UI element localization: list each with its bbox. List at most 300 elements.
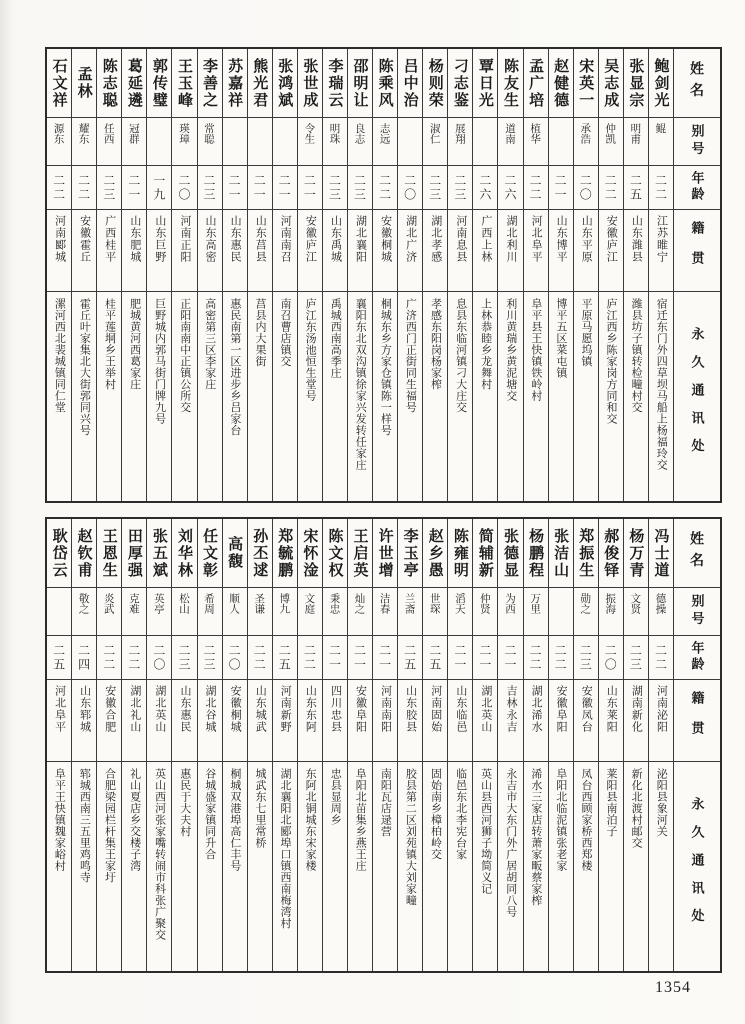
entry-native-place: 河南息县 [448, 210, 472, 292]
entry-age: 二一 [549, 166, 573, 210]
entry-age: 二三 [624, 636, 648, 680]
entry-age: 二五 [423, 636, 447, 680]
entry-alias: 世琛 [423, 588, 447, 636]
entry-native-place: 山东城武 [248, 680, 272, 762]
entry-column [624, 519, 649, 971]
entry-column [147, 519, 172, 971]
entry-native-place: 安徽庐江 [298, 210, 322, 292]
entry-alias: 文庭 [298, 588, 322, 636]
entry-name: 李善之 [198, 49, 222, 118]
entry-name: 李玉亭 [398, 519, 422, 588]
entry-age: 二五 [47, 636, 71, 680]
entry-name: 熊光君 [248, 49, 272, 118]
entry-address: 胶县第二区刘苑镇大刘家疃 [404, 768, 417, 906]
entry-name: 石文祥 [47, 49, 71, 118]
entry-native-place: 山东惠民 [172, 680, 196, 762]
header-native-place: 籍贯 [674, 210, 720, 292]
entry-alias: 博九 [273, 588, 297, 636]
entry-alias: 植华 [524, 118, 548, 166]
page-number: 1354 [655, 979, 691, 996]
entry-address: 郓城西南三五里鸡鸣寺 [78, 768, 91, 883]
entry-name: 张洁山 [549, 519, 573, 588]
entry-age: 二二 [248, 636, 272, 680]
entry-native-place: 湖北襄阳 [348, 210, 372, 292]
entry-address: 阜阳北临泥镇张老家 [554, 768, 567, 872]
entry-native-place: 湖北利川 [498, 210, 522, 292]
entry-name: 苏嘉祥 [223, 49, 247, 118]
entry-age: 二三 [448, 166, 472, 210]
entry-name: 赵健德 [549, 49, 573, 118]
entry-name: 邵明让 [348, 49, 372, 118]
entry-alias: 万里 [524, 588, 548, 636]
entry-address: 漯河西北裴城镇同仁堂 [53, 298, 66, 413]
entry-native-place: 河南固始 [423, 680, 447, 762]
entry-column [448, 519, 473, 971]
entry-name: 杨万青 [624, 519, 648, 588]
entry-column [373, 49, 398, 501]
entry-name: 陈雍明 [448, 519, 472, 588]
entry-column [348, 49, 373, 501]
entry-name: 王启英 [348, 519, 372, 588]
entry-native-place: 广西桂平 [97, 210, 121, 292]
entry-native-place: 安徽合肥 [97, 680, 121, 762]
header-alias: 别号 [674, 588, 720, 636]
entry-native-place: 河南南召 [273, 210, 297, 292]
entry-column [524, 49, 549, 501]
entry-alias: 克难 [122, 588, 146, 636]
entry-address: 正阳南南中正镇公所交 [178, 298, 191, 413]
entry-column [198, 519, 223, 971]
entry-column [423, 49, 448, 501]
entry-name: 张显宗 [624, 49, 648, 118]
entry-native-place: 安徽庐江 [599, 210, 623, 292]
entry-age: 二〇 [147, 636, 171, 680]
entry-address: 忠县显周乡 [329, 768, 342, 826]
header-address: 永久通讯处 [689, 796, 705, 937]
entry-alias: 为西 [498, 588, 522, 636]
entry-native-place: 湖北广济 [398, 210, 422, 292]
entry-address: 上林恭睦乡龙舞村 [479, 298, 492, 390]
entry-native-place: 湖北浠水 [524, 680, 548, 762]
entry-native-place: 山东潍县 [624, 210, 648, 292]
entry-native-place: 河南郾城 [47, 210, 71, 292]
entry-native-place: 安徽桐城 [373, 210, 397, 292]
entry-native-place: 安徽桐城 [223, 680, 247, 762]
entry-column [574, 519, 599, 971]
entry-age: 二三 [198, 636, 222, 680]
entry-alias: 兰斋 [398, 588, 422, 636]
entry-address: 广济西门正街同生福号 [404, 298, 417, 413]
entry-alias: 灿之 [348, 588, 372, 636]
entry-name: 杨鹏程 [524, 519, 548, 588]
entry-alias: 耀东 [72, 118, 96, 166]
entry-name: 许世增 [373, 519, 397, 588]
entry-native-place: 河南新野 [273, 680, 297, 762]
entry-address: 礼山夏店乡交楼子湾 [128, 768, 141, 872]
entry-name: 张德显 [498, 519, 522, 588]
header-name: 姓名 [674, 519, 720, 588]
entry-name: 陈友生 [498, 49, 522, 118]
entry-age: 二一 [298, 166, 322, 210]
entry-address: 巨野城内郭马街门牌九号 [153, 298, 166, 425]
entry-address: 谷城盛家镇同升合 [203, 768, 216, 860]
entry-address: 禹城西南高季庄 [329, 298, 342, 379]
entry-address: 阜平县王快镇铁岭村 [529, 298, 542, 402]
entry-column [574, 49, 599, 501]
entry-age: 二四 [72, 636, 96, 680]
entry-address: 固始南乡樟柏岭交 [429, 768, 442, 860]
entry-native-place: 山东东阿 [298, 680, 322, 762]
entry-age: 二一 [122, 166, 146, 210]
entry-address: 高密第三区李家庄 [203, 298, 216, 390]
entry-column [248, 519, 273, 971]
entry-column [524, 519, 549, 971]
entry-name: 郭传璧 [147, 49, 171, 118]
entry-address: 息县东临河镇刁大庄交 [454, 298, 467, 413]
entry-native-place: 湖北英山 [473, 680, 497, 762]
entry-address: 桐城东乡方家仓镇陈一样号 [379, 298, 392, 436]
entry-address: 湖北襄阳北郾埠口镇西南梅湾村 [279, 768, 292, 929]
entry-alias: 英亭 [147, 588, 171, 636]
entry-column [423, 519, 448, 971]
entry-address: 南召曹店镇交 [279, 298, 292, 367]
entry-native-place: 山东胶县 [398, 680, 422, 762]
entry-native-place: 吉林永吉 [498, 680, 522, 762]
entry-alias: 任西 [97, 118, 121, 166]
entry-age: 一九 [147, 166, 171, 210]
entry-alias [47, 588, 71, 636]
entry-name: 鲍剑光 [649, 49, 673, 118]
entry-name: 孙丕逑 [248, 519, 272, 588]
entry-native-place: 河北阜平 [524, 210, 548, 292]
header-address: 永久通讯处 [689, 326, 705, 467]
entry-alias: 顺人 [223, 588, 247, 636]
entry-name: 刁志鉴 [448, 49, 472, 118]
entry-name: 郑毓鹏 [273, 519, 297, 588]
entry-column [398, 519, 423, 971]
entry-age: 二五 [398, 636, 422, 680]
entry-address: 霍丘叶家集北大街郭同兴号 [78, 298, 91, 436]
entry-name: 刘华林 [172, 519, 196, 588]
entry-alias: 良志 [348, 118, 372, 166]
entry-alias: 冠群 [122, 118, 146, 166]
entry-address: 永吉市大东门外广居胡同八号 [504, 768, 517, 918]
entry-native-place: 山东平原 [574, 210, 598, 292]
entry-column [147, 49, 172, 501]
entry-age: 二三 [323, 166, 347, 210]
entry-column [498, 519, 523, 971]
entry-age: 二三 [97, 166, 121, 210]
entry-age: 二〇 [599, 636, 623, 680]
entry-alias: 道南 [498, 118, 522, 166]
entry-native-place: 山东莱阳 [599, 680, 623, 762]
entry-alias: 志远 [373, 118, 397, 166]
entry-alias: 明甫 [624, 118, 648, 166]
entry-alias [549, 588, 573, 636]
entry-native-place: 安徽霍丘 [72, 210, 96, 292]
entry-age: 二二 [524, 636, 548, 680]
header-name: 姓名 [674, 49, 720, 118]
entry-column [97, 49, 122, 501]
entry-name: 李瑞云 [323, 49, 347, 118]
entry-address: 桐城双港埠高仁丰号 [228, 768, 241, 872]
entry-address: 襄阳东北双沟镇徐家兴发转任家庄 [354, 298, 367, 471]
entry-address: 阜平王快镇魏家峪村 [53, 768, 66, 872]
entry-native-place: 山东博平 [549, 210, 573, 292]
entry-column [223, 519, 248, 971]
entry-column [649, 49, 674, 501]
entry-column [398, 49, 423, 501]
entry-column [549, 49, 574, 501]
entry-alias: 明珠 [323, 118, 347, 166]
entry-age: 二三 [348, 166, 372, 210]
entry-alias: 瑛璋 [172, 118, 196, 166]
entry-age: 二一 [323, 636, 347, 680]
entry-alias [549, 118, 573, 166]
header-alias: 别号 [674, 118, 720, 166]
top-header-column [674, 49, 720, 501]
entry-name: 孟林 [72, 49, 96, 118]
entry-age: 二二 [599, 166, 623, 210]
bottom-header-column [674, 519, 720, 971]
entry-age: 二〇 [398, 166, 422, 210]
entry-column [97, 519, 122, 971]
entry-name: 宋怀淦 [298, 519, 322, 588]
entry-age: 二六 [473, 166, 497, 210]
entry-name: 张世成 [298, 49, 322, 118]
entry-native-place: 山东肥城 [122, 210, 146, 292]
entry-age: 二三 [172, 636, 196, 680]
entry-alias [223, 118, 247, 166]
entry-alias [398, 118, 422, 166]
entry-name: 王恩生 [97, 519, 121, 588]
entry-alias: 敬之 [72, 588, 96, 636]
entry-alias: 秉忠 [323, 588, 347, 636]
entry-name: 简辅新 [473, 519, 497, 588]
entry-native-place: 安徽阜阳 [348, 680, 372, 762]
header-native-place: 籍贯 [674, 680, 720, 762]
entry-name: 吴志成 [599, 49, 623, 118]
entry-alias [248, 118, 272, 166]
entry-age: 二二 [524, 166, 548, 210]
entry-native-place: 江苏睢宁 [649, 210, 673, 292]
entry-column [448, 49, 473, 501]
entry-column [323, 49, 348, 501]
entry-alias: 希周 [198, 588, 222, 636]
entry-address: 城武东七里常桥 [253, 768, 266, 849]
entry-age: 二一 [498, 636, 522, 680]
entry-name: 冯士道 [649, 519, 673, 588]
entry-alias [473, 118, 497, 166]
entry-age: 二一 [223, 166, 247, 210]
entry-name: 陈文权 [323, 519, 347, 588]
entry-alias: 仲凯 [599, 118, 623, 166]
entry-name: 孟广培 [524, 49, 548, 118]
entry-age: 二二 [97, 636, 121, 680]
entry-column [198, 49, 223, 501]
entry-name: 张鸿斌 [273, 49, 297, 118]
entry-age: 二〇 [574, 166, 598, 210]
entry-address: 宿迁东门外四草坝马船上杨福玲交 [655, 298, 668, 471]
entry-age: 二二 [373, 166, 397, 210]
entry-address: 桂平莲垌乡王举村 [103, 298, 116, 390]
entry-native-place: 湖北英山 [147, 680, 171, 762]
entry-age: 二二 [649, 166, 673, 210]
entry-native-place: 四川忠县 [323, 680, 347, 762]
entry-native-place: 湖北孝感 [423, 210, 447, 292]
entry-native-place: 湖北谷城 [198, 680, 222, 762]
entry-age: 二〇 [223, 636, 247, 680]
entry-age: 二〇 [172, 166, 196, 210]
entry-alias: 淑仁 [423, 118, 447, 166]
entry-alias: 令生 [298, 118, 322, 166]
entry-name: 吕中治 [398, 49, 422, 118]
entry-native-place: 山东禹城 [323, 210, 347, 292]
entry-native-place: 山东巨野 [147, 210, 171, 292]
entry-column [248, 49, 273, 501]
entry-name: 葛延遴 [122, 49, 146, 118]
entry-column [473, 519, 498, 971]
entry-column [348, 519, 373, 971]
entry-address: 东阿北铜城东宋家楼 [304, 768, 317, 872]
entry-column [172, 49, 197, 501]
entry-name: 赵乡愚 [423, 519, 447, 588]
entry-name: 陈乘风 [373, 49, 397, 118]
entry-column [473, 49, 498, 501]
entry-alias: 松山 [172, 588, 196, 636]
entry-address: 合肥梁园栏杆集王家圩 [103, 768, 116, 883]
entry-name: 陈志聪 [97, 49, 121, 118]
entry-alias: 鲲 [649, 118, 673, 166]
entry-column [273, 519, 298, 971]
entry-alias: 炎武 [97, 588, 121, 636]
entry-address: 潍县坊子镇转检疃村交 [630, 298, 643, 413]
entry-address: 肥城黄河西葛家庄 [128, 298, 141, 390]
entry-column [72, 519, 97, 971]
entry-column [323, 519, 348, 971]
entry-native-place: 河南正阳 [172, 210, 196, 292]
entry-alias: 勋之 [574, 588, 598, 636]
entry-name: 田厚强 [122, 519, 146, 588]
entry-native-place: 山东惠民 [223, 210, 247, 292]
top-directory-table [45, 47, 722, 503]
entry-native-place: 山东临邑 [448, 680, 472, 762]
entry-name: 覃日光 [473, 49, 497, 118]
entry-native-place: 河南泌阳 [649, 680, 673, 762]
entry-age: 二二 [72, 166, 96, 210]
entry-address: 庐江西乡陈家岗方同和交 [605, 298, 618, 425]
entry-age: 二二 [47, 166, 71, 210]
entry-address: 浠水三家店转萧家畈蔡家榨 [529, 768, 542, 906]
header-age: 年龄 [674, 636, 720, 680]
entry-name: 张五斌 [147, 519, 171, 588]
entry-column [549, 519, 574, 971]
entry-column [47, 49, 72, 501]
header-age: 年龄 [674, 166, 720, 210]
entry-name: 宋英一 [574, 49, 598, 118]
entry-column [273, 49, 298, 501]
entry-age: 二一 [248, 166, 272, 210]
entry-name: 赵钦甫 [72, 519, 96, 588]
entry-alias: 文贤 [624, 588, 648, 636]
entry-native-place: 湖北礼山 [122, 680, 146, 762]
entry-name: 高馥 [223, 519, 247, 588]
entry-address: 庐江东汤池恒生堂号 [304, 298, 317, 402]
entry-native-place: 山东高密 [198, 210, 222, 292]
entry-age: 二三 [198, 166, 222, 210]
entry-column [47, 519, 72, 971]
entry-address: 新化北渡村邮交 [630, 768, 643, 849]
entry-address: 惠民南第一区进步乡吕家台 [228, 298, 241, 436]
entry-address: 利川黄瑞乡黄泥塘交 [504, 298, 517, 402]
entry-column [624, 49, 649, 501]
entry-column [72, 49, 97, 501]
entry-alias: 振海 [599, 588, 623, 636]
entry-native-place: 河南南阳 [373, 680, 397, 762]
entry-age: 二二 [549, 636, 573, 680]
entry-native-place: 湖南新化 [624, 680, 648, 762]
entry-name: 郑振生 [574, 519, 598, 588]
entry-native-place: 安徽凤台 [574, 680, 598, 762]
entry-age: 二二 [122, 636, 146, 680]
entry-age: 二三 [423, 166, 447, 210]
entry-column [122, 49, 147, 501]
entry-column [298, 519, 323, 971]
entry-age: 二一 [448, 636, 472, 680]
entry-address: 阜阳北苗集乡燕王庄 [354, 768, 367, 872]
entry-native-place: 安徽阜阳 [549, 680, 573, 762]
entry-address: 临邑东北李宪台家 [454, 768, 467, 860]
entry-column [122, 519, 147, 971]
entry-address: 莱阳县南泊子 [605, 768, 618, 837]
entry-alias: 展翔 [448, 118, 472, 166]
entry-column [599, 519, 624, 971]
entry-native-place: 山东郓城 [72, 680, 96, 762]
entry-age: 二一 [348, 636, 372, 680]
entry-address: 英山县西河狮子坳简义记 [479, 768, 492, 895]
entry-name: 杨则荣 [423, 49, 447, 118]
entry-age: 二二 [649, 636, 673, 680]
entry-address: 南阳瓦店逯营 [379, 768, 392, 837]
entry-column [649, 519, 674, 971]
entry-alias: 常聪 [198, 118, 222, 166]
entry-age: 二二 [298, 636, 322, 680]
entry-name: 郝俊铎 [599, 519, 623, 588]
entry-column [498, 49, 523, 501]
entry-age: 二一 [373, 636, 397, 680]
entry-alias: 德操 [649, 588, 673, 636]
entry-alias [147, 118, 171, 166]
entry-name: 王玉峰 [172, 49, 196, 118]
entry-age: 二一 [473, 636, 497, 680]
entry-alias: 源东 [47, 118, 71, 166]
entry-alias: 滔天 [448, 588, 472, 636]
entry-address: 泌阳县象河关 [655, 768, 668, 837]
entry-alias: 洁春 [373, 588, 397, 636]
entry-age: 二一 [273, 166, 297, 210]
entry-address: 博平五区菜屯镇 [554, 298, 567, 379]
entry-column [298, 49, 323, 501]
entry-native-place: 河北阜平 [47, 680, 71, 762]
entry-column [223, 49, 248, 501]
entry-address: 孝感东阳岗杨家榨 [429, 298, 442, 390]
entry-address: 平原马愿坞镇 [579, 298, 592, 367]
entry-alias [273, 118, 297, 166]
entry-name: 耿岱云 [47, 519, 71, 588]
entry-alias: 承浩 [574, 118, 598, 166]
entry-address: 英山西河张家嘴转闹市科张广聚交 [153, 768, 166, 941]
entry-native-place: 山东莒县 [248, 210, 272, 292]
